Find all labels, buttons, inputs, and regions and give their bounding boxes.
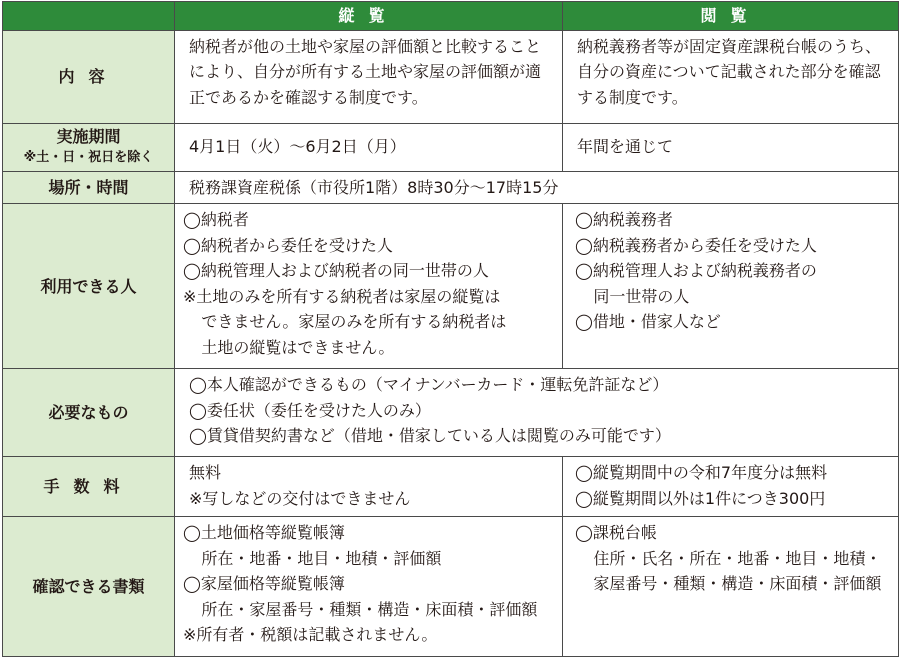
cell-shorui-etsuran bbox=[563, 517, 899, 657]
list-item: ◯納税管理人および納税義務者の bbox=[575, 261, 817, 280]
cell-tesuuryou-juuran bbox=[175, 457, 563, 517]
list-item: ◯縦覧期間中の令和7年度分は無料 bbox=[575, 463, 828, 482]
list-item: 同一世帯の人 bbox=[593, 286, 690, 306]
list-item: ◯納税者 bbox=[183, 210, 249, 229]
row-kikan bbox=[3, 123, 899, 171]
cell-kikan-etsuran: 年間を通じて bbox=[563, 123, 899, 171]
row-label-naiyou: 内容 bbox=[3, 30, 175, 123]
header-corner bbox=[3, 2, 175, 31]
list-item: ◯課税台帳 bbox=[575, 523, 657, 542]
list-item: ◯納税者から委任を受けた人 bbox=[183, 235, 393, 255]
list-detail: 所在・地番・地目・地積・評価額 bbox=[201, 548, 442, 568]
row-label-riyou: 利用できる人 bbox=[3, 204, 175, 369]
row-label-kikan bbox=[3, 123, 175, 171]
list-item: ◯土地価格等縦覧帳簿 bbox=[183, 523, 345, 542]
header-row bbox=[3, 2, 899, 31]
cell-riyou-juuran bbox=[175, 204, 563, 369]
fee-text: 無料 bbox=[189, 463, 222, 482]
list-item: ◯納税義務者 bbox=[575, 210, 673, 229]
header-etsuran: 閲覧 bbox=[563, 2, 899, 31]
note-item: できません。家屋のみを所有する納税者は bbox=[201, 312, 507, 331]
list-detail: 住所・氏名・所在・地番・地目・地積・ bbox=[593, 548, 882, 568]
list-detail: 家屋番号・種類・構造・床面積・評価額 bbox=[593, 574, 882, 593]
info-table bbox=[2, 1, 899, 657]
row-label-basho: 場所・時間 bbox=[3, 171, 175, 204]
row-naiyou bbox=[3, 30, 899, 123]
row-shorui bbox=[3, 517, 899, 657]
list-item: ◯縦覧期間以外は1件につき300円 bbox=[575, 488, 826, 508]
list-item: ◯借地・借家人など bbox=[575, 312, 721, 331]
note-item: ※所有者・税額は記載されません。 bbox=[183, 625, 438, 644]
header-juuran: 縦覧 bbox=[175, 2, 563, 31]
list-item: ◯委任状（委任を受けた人のみ） bbox=[189, 400, 431, 420]
note-item: ※写しなどの交付はできません bbox=[189, 488, 411, 508]
cell-naiyou-juuran: 納税者が他の土地や家屋の評価額と比較することにより、自分が所有する土地や家屋の評価額が適正であるかを確認する制度です。 bbox=[175, 30, 563, 123]
row-hitsuyou bbox=[3, 369, 899, 457]
note-item: ※土地のみを所有する納税者は家屋の縦覧は bbox=[183, 286, 501, 306]
row-label-shorui: 確認できる書類 bbox=[3, 517, 175, 657]
list-item: ◯本人確認ができるもの（マイナンバーカード・運転免許証など） bbox=[189, 375, 669, 394]
row-label-tesuuryou: 手数料 bbox=[3, 457, 175, 517]
row-label-hitsuyou: 必要なもの bbox=[3, 369, 175, 457]
cell-naiyou-etsuran: 納税義務者等が固定資産課税台帳のうち、自分の資産について記載された部分を確認する制度です。 bbox=[563, 30, 899, 123]
cell-shorui-juuran bbox=[175, 517, 563, 657]
cell-tesuuryou-etsuran bbox=[563, 457, 899, 517]
cell-kikan-juuran: 4月1日（火）～6月2日（月） bbox=[175, 123, 563, 171]
label-kikan-main: 実施期間 bbox=[56, 127, 121, 146]
label-kikan-note: ※土・日・祝日を除く bbox=[23, 150, 154, 165]
note-item: 土地の縦覧はできません。 bbox=[201, 337, 395, 357]
cell-riyou-etsuran bbox=[563, 204, 899, 369]
cell-hitsuyou bbox=[175, 369, 899, 457]
list-detail: 所在・家屋番号・種類・構造・床面積・評価額 bbox=[201, 599, 538, 619]
row-riyou bbox=[3, 204, 899, 369]
cell-basho: 税務課資産税係（市役所1階）8時30分～17時15分 bbox=[175, 171, 899, 204]
row-tesuuryou bbox=[3, 457, 899, 517]
list-item: ◯納税管理人および納税者の同一世帯の人 bbox=[183, 261, 489, 280]
list-item: ◯納税義務者から委任を受けた人 bbox=[575, 235, 817, 255]
row-basho bbox=[3, 171, 899, 204]
list-item: ◯賃貸借契約書など（借地・借家している人は閲覧のみ可能です） bbox=[189, 426, 671, 445]
list-item: ◯家屋価格等縦覧帳簿 bbox=[183, 574, 345, 593]
